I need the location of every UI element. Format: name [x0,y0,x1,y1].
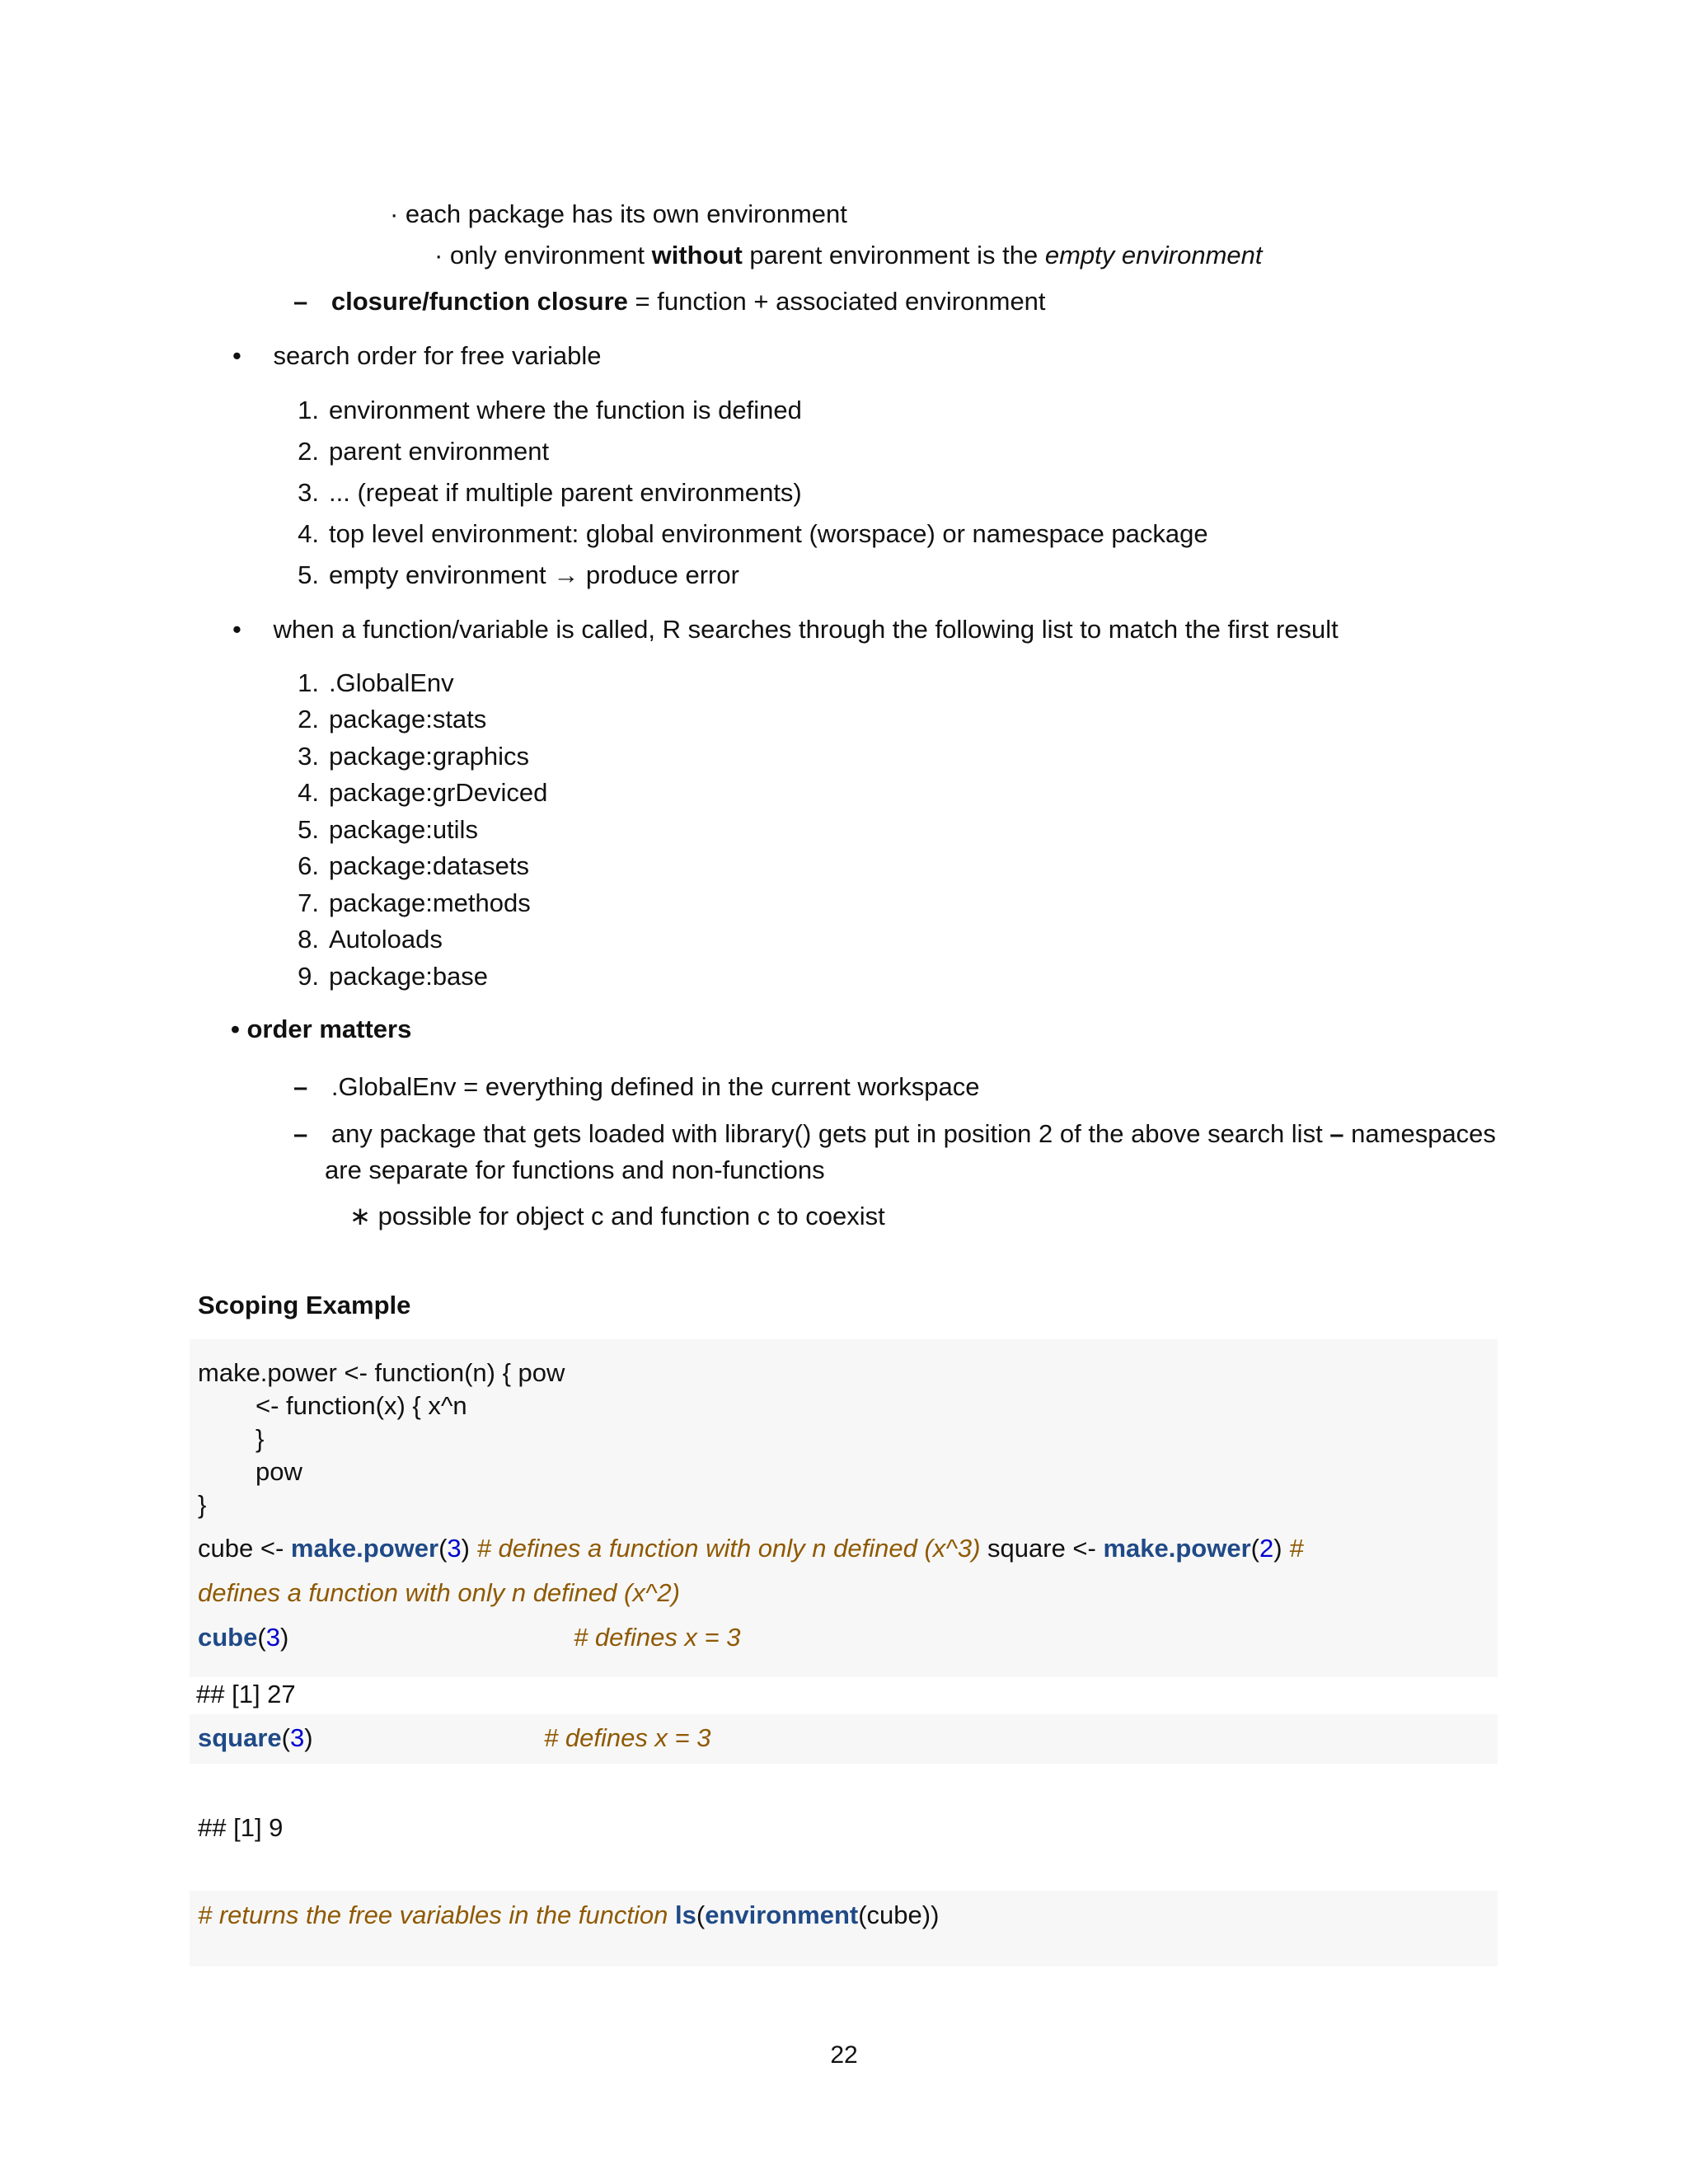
code-comment: defines a function with only n defined (x^2) [198,1578,680,1607]
package-line-text: are separate for functions and non-functions [325,1155,825,1184]
list-number: 1. [298,668,319,697]
code-line [256,1422,264,1455]
page-number [0,2039,1688,2072]
code-text: } [256,1424,265,1453]
list-item [284,703,486,736]
number-literal: 2 [1259,1534,1274,1563]
dash-marker: – [293,1072,308,1101]
list-text: ... (repeat if multiple parent environments) [329,478,802,507]
italic-empty-environment: empty environment [1044,241,1263,269]
code-line [198,1357,565,1390]
section-heading [198,1289,410,1322]
number-literal: 3 [290,1723,305,1752]
bold-dash: – [1329,1119,1344,1148]
global-env-text: .GlobalEnv = everything defined in the current workspace [331,1072,980,1101]
order-matters-title: • order matters [231,1015,412,1043]
list-text: empty environment → produce error [329,560,739,589]
list-text: package:utils [329,815,478,844]
code-line [198,1621,288,1654]
paren: ) [304,1723,313,1752]
number-literal: 3 [447,1534,462,1563]
list-item [284,476,802,509]
bullet-dot: • [232,341,241,370]
list-number: 5. [298,560,319,589]
list-text: package:methods [329,888,531,917]
paren: ) [1273,1534,1282,1563]
code-comment: # defines x = 3 [574,1623,741,1652]
bullet-dot: • [232,615,241,644]
paren: ( [696,1900,706,1929]
bullet-coexist [349,1200,885,1233]
search-order-heading [232,340,602,373]
list-text: parent environment [329,437,550,466]
dash-marker: – [293,1119,308,1148]
text-segment: · only environment [434,241,652,269]
list-text: package:base [329,962,489,991]
page-number-text: 22 [830,2041,858,2069]
code-comment: # [1282,1534,1304,1563]
bold-closure-term: closure/function closure [331,287,628,316]
code-text: square <- [980,1534,1104,1563]
scoping-example-title: Scoping Example [198,1291,411,1319]
code-line [256,1455,302,1488]
list-item [284,887,531,920]
code-comment-line [544,1722,711,1755]
bullet-each-package [390,198,847,231]
function-name: environment [705,1900,859,1929]
list-number: 2. [298,705,319,733]
text-segment: parent environment is the [742,241,1045,269]
dash-marker: – [293,287,308,316]
code-output [196,1678,296,1711]
list-number: 7. [298,888,319,917]
paren: )) [921,1900,940,1929]
closure-definition: = function + associated environment [627,287,1046,316]
code-line [198,1722,313,1755]
list-text: package:grDeviced [329,778,548,807]
search-list-heading [232,613,1339,646]
bullet-global-env [293,1071,980,1104]
list-number: 9. [298,962,319,991]
list-item [284,740,529,773]
list-text: package:graphics [329,742,529,771]
list-text: .GlobalEnv [329,668,454,697]
list-item [284,518,1208,551]
bullet-each-package-text: · each package has its own environment [390,199,847,228]
bold-without: without [651,241,743,269]
code-text: <- function(x) { x^n [256,1391,467,1420]
list-number: 3. [298,478,319,507]
code-line [198,1532,1303,1565]
code-line [198,1899,939,1932]
package-line-text: any package that gets loaded with library() gets put in position 2 of the above search list [331,1119,1330,1148]
list-item [284,960,488,993]
code-text: make.power <- function(n) { pow [198,1358,565,1387]
number-literal: 3 [265,1623,280,1652]
code-comment-line [574,1621,741,1654]
list-item [284,667,454,700]
list-number: 2. [298,437,319,466]
bullet-empty-environment [434,239,1262,272]
list-item [284,559,739,592]
list-number: 5. [298,815,319,844]
function-name: cube [198,1623,258,1652]
list-number: 6. [298,851,319,880]
code-line [198,1577,680,1610]
function-name: make.power [290,1534,439,1563]
paren: ( [281,1723,290,1752]
list-text: environment where the function is defined [329,396,802,424]
list-text: package:datasets [329,851,530,880]
coexist-text: ∗ possible for object c and function c to coexist [349,1202,885,1230]
list-number: 4. [298,519,319,548]
function-name: square [198,1723,282,1752]
list-number: 8. [298,925,319,954]
paren: ( [438,1534,448,1563]
paren: ) [461,1534,470,1563]
code-line [256,1390,467,1422]
list-text: Autoloads [329,925,443,954]
output-text: ## [1] 27 [196,1680,296,1708]
code-text: cube [866,1900,922,1929]
code-comment: # defines x = 3 [544,1723,711,1752]
code-text: cube <- [198,1534,291,1563]
code-output [198,1811,283,1844]
code-block [190,1714,1498,1764]
list-number: 1. [298,396,319,424]
code-line [198,1488,206,1521]
order-matters-heading [231,1013,411,1046]
search-order-title: search order for free variable [273,341,602,370]
list-item [284,850,529,883]
package-line-text: namespaces [1343,1119,1496,1148]
list-number: 3. [298,742,319,771]
code-text: } [198,1490,207,1519]
search-list-title: when a function/variable is called, R searches through the following list to match the first result [273,615,1339,644]
list-item [284,776,547,809]
function-name: ls [675,1900,696,1929]
paren: ) [279,1623,289,1652]
package-line-continuation [325,1154,825,1187]
list-text: top level environment: global environment (worspace) or namespace package [329,519,1208,548]
code-text: pow [256,1457,302,1486]
list-text: package:stats [329,705,487,733]
paren: ( [257,1623,266,1652]
paren: ( [858,1900,867,1929]
bullet-package-position [293,1118,1496,1151]
function-name: make.power [1103,1534,1251,1563]
bullet-closure [293,285,1046,318]
list-item [284,394,802,427]
code-comment: # returns the free variables in the function [198,1900,675,1929]
list-item [284,435,549,468]
paren: ( [1250,1534,1259,1563]
code-comment: # defines a function with only n defined (x^3) [469,1534,981,1563]
list-number: 4. [298,778,319,807]
output-text: ## [1] 9 [198,1813,284,1842]
list-item [284,923,443,956]
list-item [284,813,478,846]
